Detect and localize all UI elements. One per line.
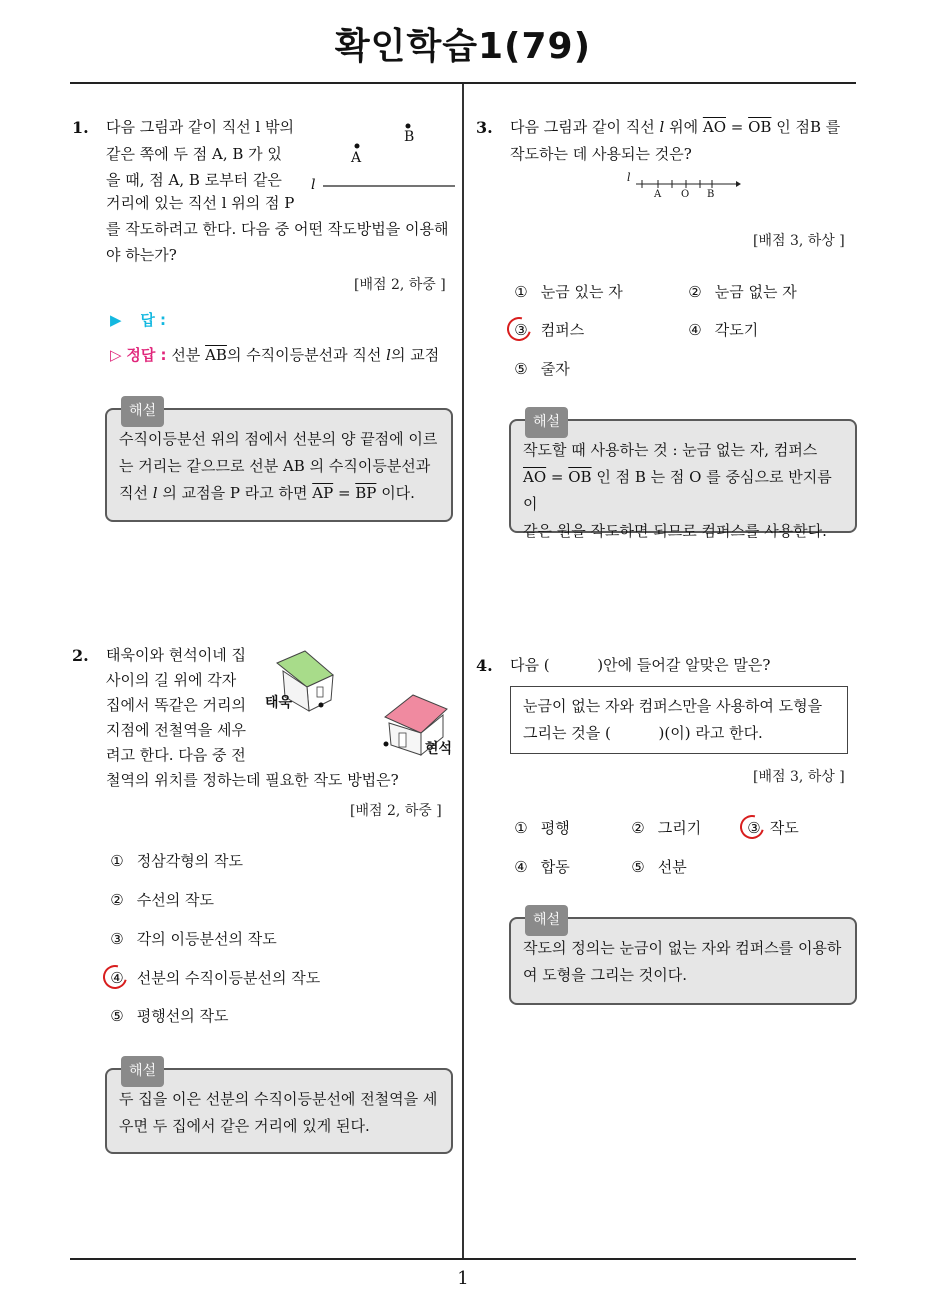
q4-choice-1[interactable]: [512, 817, 570, 838]
q1-explain-l: l: [152, 484, 158, 502]
q3-explain-eq: =: [546, 468, 569, 486]
q1-line-5: 를 작도하려고 한다. 다음 중 어떤 작도방법을 이용해: [106, 220, 449, 238]
explanation-tag: 해설: [121, 396, 164, 427]
q1-score: [배점 2, 하중 ]: [354, 277, 446, 293]
q3-explain-seg2: $\overline{OB}$: [568, 468, 592, 486]
choice-mark: ①: [514, 819, 528, 837]
q3-choice-3[interactable]: [512, 319, 584, 340]
q1-answer-label: 답 :: [140, 311, 167, 329]
q3-choice-5[interactable]: [512, 358, 570, 379]
q3-fig-l: l: [627, 171, 631, 184]
q4-box-line-1: 눈금이 없는 자와 컴퍼스만을 사용하여 도형을: [523, 697, 823, 715]
choice-text: 눈금 있는 자: [540, 283, 623, 301]
choice-mark: ⑤: [514, 360, 528, 378]
house2-point: [384, 742, 389, 747]
q1-explain-a: 직선: [119, 484, 148, 502]
q1-explain-b: 의 교점을 P 라고 하면: [162, 484, 308, 502]
column-divider: [462, 84, 464, 1258]
q2-choice-4[interactable]: [108, 967, 320, 988]
q3-line-2: 작도하는 데 사용되는 것은?: [510, 145, 692, 163]
q3-explain-line-2: [523, 464, 843, 518]
choice-mark: ④: [108, 969, 126, 987]
choice-text: 정삼각형의 작도: [136, 852, 243, 870]
q2-choice-5[interactable]: [108, 1005, 229, 1026]
q2-line-1: 태욱이와 현석이네 집: [106, 646, 246, 664]
q2-score: [배점 2, 하중 ]: [350, 803, 442, 819]
q1-explain-line-3: [119, 480, 439, 507]
q3-fig-a: A: [654, 189, 662, 200]
choice-mark: ②: [110, 891, 124, 909]
q2-line-5: 려고 한다. 다음 중 전: [106, 746, 246, 764]
q3-explanation: [509, 414, 857, 540]
choice-text: 줄자: [540, 360, 570, 378]
choice-text: 작도: [769, 819, 799, 837]
choice-mark: ③: [110, 930, 124, 948]
q2-house1-label: 태욱: [265, 695, 293, 711]
q3-l1-a: 다음 그림과 같이 직선: [510, 118, 655, 136]
q1-line-2: 같은 쪽에 두 점 A, B 가 있: [106, 145, 282, 163]
q3-explain-l2: 인 점 B 는 점 O 를 중심으로 반지름이: [523, 468, 832, 513]
explanation-tag: 해설: [525, 905, 568, 936]
q1-line-3: 을 때, 점 A, B 로부터 같은: [106, 171, 282, 189]
q2-line-4: 지점에 전철역을 세우: [106, 721, 246, 739]
correct-circle-mark: [503, 313, 536, 346]
q3-seg1: $\overline{AO}$: [702, 118, 726, 136]
choice-text: 각의 이등분선의 작도: [136, 930, 277, 948]
q1-number: 1.: [72, 118, 89, 137]
q1-correct-seg: $\overline{AB}$: [205, 346, 227, 364]
q1-correct-row: [110, 344, 439, 365]
q1-figure: [305, 118, 460, 198]
q2-explain-line-2: 우면 두 집에서 같은 거리에 있게 된다.: [119, 1117, 370, 1135]
correct-circle-mark: [736, 811, 769, 844]
q1-correct-pre: 선분: [171, 346, 201, 364]
choice-mark: ①: [514, 283, 528, 301]
q4-box-line-2: 그리는 것을 ( )(이) 라고 한다.: [523, 724, 763, 742]
q3-seg2: $\overline{OB}$: [748, 118, 772, 136]
choice-mark: ②: [631, 819, 645, 837]
choice-mark: ④: [514, 858, 528, 876]
q1-correct-l: l: [386, 346, 391, 364]
q1-answer-row: [110, 309, 166, 330]
q1-line-1: 다음 그림과 같이 직선 l 밖의: [106, 118, 295, 136]
q3-choice-1[interactable]: [512, 281, 623, 302]
q1-explain-seg1: $\overline{AP}$: [312, 484, 334, 502]
choice-mark: ②: [688, 283, 702, 301]
choice-text: 그리기: [657, 819, 702, 837]
q2-explanation: [105, 1063, 453, 1154]
q4-choice-5[interactable]: [629, 856, 687, 877]
choice-text: 각도기: [714, 321, 759, 339]
q4-definition-box: [510, 686, 848, 754]
q1-line-4: 거리에 있는 직선 l 위의 점 P: [106, 194, 295, 212]
q3-line-1: [510, 114, 840, 141]
choice-mark: ⑤: [631, 858, 645, 876]
q4-choice-2[interactable]: [629, 817, 701, 838]
q1-explanation: [105, 403, 453, 522]
choice-text: 수선의 작도: [136, 891, 214, 909]
choice-text: 눈금 없는 자: [714, 283, 797, 301]
q1-explain-c: 이다.: [381, 484, 415, 502]
q3-explain-line-1: 작도할 때 사용하는 것 : 눈금 없는 자, 컴퍼스: [523, 441, 818, 459]
choice-text: 평행선의 작도: [136, 1007, 229, 1025]
choice-text: 선분: [657, 858, 687, 876]
choice-text: 컴퍼스: [540, 321, 585, 339]
footer-rule: [70, 1258, 856, 1260]
choice-text: 합동: [540, 858, 570, 876]
q4-score: [배점 3, 하상 ]: [753, 769, 845, 785]
page-title: 확인학습1(79): [334, 26, 592, 67]
q1-correct-post: 의 수직이등분선과 직선: [226, 346, 382, 364]
q2-choice-2[interactable]: [108, 889, 214, 910]
q4-explanation: [509, 912, 857, 1005]
arrow-icon: [736, 181, 741, 187]
q1-explain-eq: =: [333, 484, 356, 502]
q4-explain-line-2: 여 도형을 그리는 것이다.: [523, 966, 687, 984]
q1-correct-label: 정답 :: [126, 346, 167, 364]
q3-l1-c: 인 점B 를: [776, 118, 841, 136]
q1-explain-line-2: 는 거리는 같으므로 선분 AB 의 수직이등분선과: [119, 457, 431, 475]
q2-line-6: 철역의 위치를 정하는데 필요한 작도 방법은?: [106, 771, 399, 789]
q3-score: [배점 3, 하상 ]: [753, 233, 845, 249]
triangle-outline-icon: ▷: [110, 346, 122, 364]
q3-fig-o: O: [681, 189, 690, 200]
q2-explain-line-1: 두 집을 이은 선분의 수직이등분선에 전철역을 세: [119, 1090, 438, 1108]
q2-number: 2.: [72, 646, 89, 665]
choice-mark: ④: [688, 321, 702, 339]
explanation-tag: 해설: [525, 407, 568, 438]
q3-choice-2[interactable]: [686, 281, 797, 302]
q3-l1-l: l: [659, 118, 665, 136]
choice-mark: ③: [745, 819, 763, 837]
choice-text: 선분의 수직이등분선의 작도: [136, 969, 321, 987]
choice-mark: ③: [512, 321, 530, 339]
q3-choice-4[interactable]: [686, 319, 758, 340]
q4-number: 4.: [476, 656, 493, 675]
q1-line-6: 야 하는가?: [106, 246, 177, 264]
q3-explain-seg1: $\overline{AO}$: [523, 468, 547, 486]
q2-line-3: 집에서 똑같은 거리의: [106, 696, 246, 714]
q1-correct-end: 의 교점: [390, 346, 440, 364]
q3-l1-b: 위에: [669, 118, 699, 136]
choice-mark: ①: [110, 852, 124, 870]
q1-explain-seg2: $\overline{BP}$: [355, 484, 377, 502]
q1-fig-b-label: B: [404, 129, 415, 145]
choice-mark: ⑤: [110, 1007, 124, 1025]
q4-explain-line-1: 작도의 정의는 눈금이 없는 자와 컴퍼스를 이용하: [523, 939, 842, 957]
q2-house2-label: 현석: [425, 741, 453, 757]
q4-choice-4[interactable]: [512, 856, 570, 877]
page-number: 1: [457, 1268, 469, 1289]
play-icon: ▶: [110, 311, 122, 329]
correct-circle-mark: [99, 961, 132, 994]
q2-choice-1[interactable]: [108, 850, 243, 871]
q3-number: 3.: [476, 118, 493, 137]
q2-line-2: 사이의 길 위에 각자: [106, 671, 237, 689]
q2-choice-3[interactable]: [108, 928, 277, 949]
q3-fig-b: B: [707, 189, 715, 200]
q4-choice-3[interactable]: [745, 817, 799, 838]
choice-text: 평행: [540, 819, 570, 837]
q3-explain-line-3: 같은 원을 작도하면 되므로 컴퍼스를 사용한다.: [523, 522, 827, 540]
explanation-tag: 해설: [121, 1056, 164, 1087]
q1-explain-line-1: 수직이등분선 위의 점에서 선분의 양 끝점에 이르: [119, 430, 438, 448]
q3-eq: =: [726, 118, 749, 136]
q4-question: 다음 ( )안에 들어갈 알맞은 말은?: [510, 656, 771, 674]
q1-fig-l-label: l: [311, 177, 316, 193]
house1-point: [319, 703, 324, 708]
q1-fig-a-label: A: [351, 150, 362, 166]
